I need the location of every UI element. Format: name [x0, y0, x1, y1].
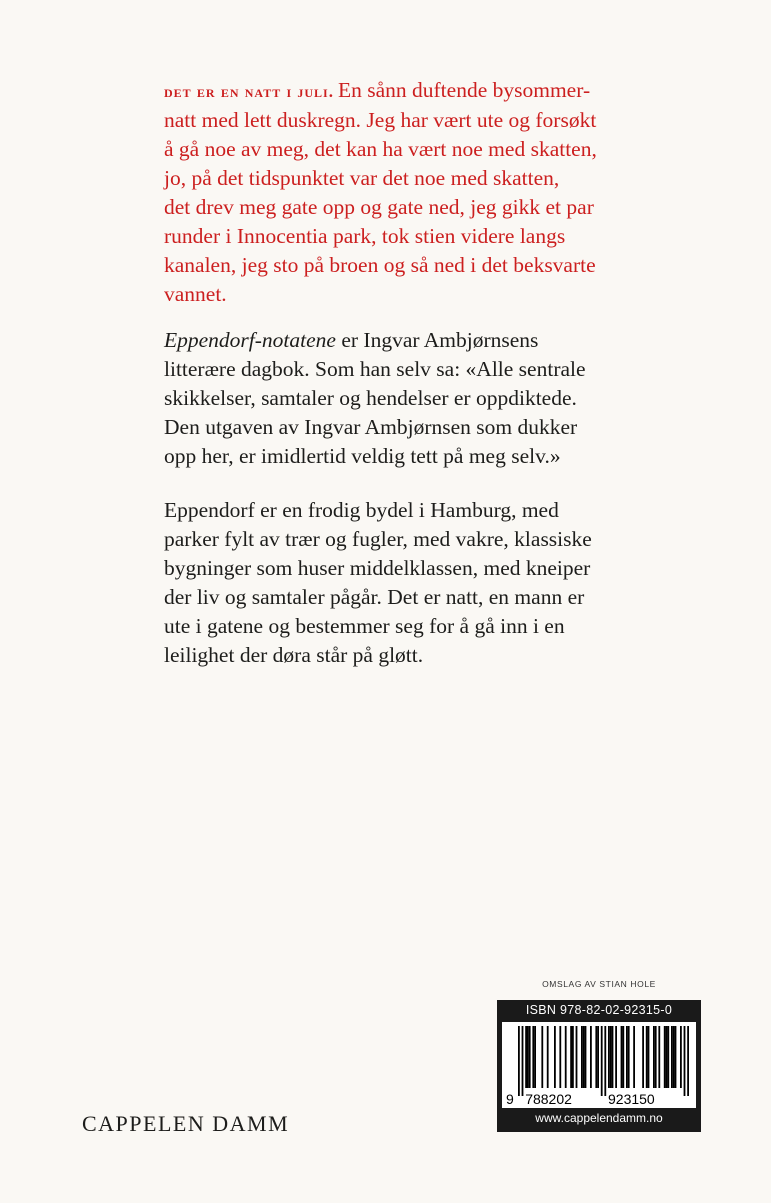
barcode-bar: [646, 1026, 648, 1088]
barcode-bar: [621, 1026, 623, 1088]
barcode-bar: [547, 1026, 549, 1088]
publisher-url: www.cappelendamm.no: [535, 1111, 663, 1125]
barcode-bar: [572, 1026, 574, 1088]
barcode-bar: [655, 1026, 657, 1088]
barcode-bar: [604, 1026, 606, 1096]
intro-lead: det er en natt i juli.: [164, 82, 334, 101]
barcode-bar: [622, 1026, 624, 1088]
barcode-bar: [633, 1026, 635, 1088]
isbn-barcode-box: [497, 1000, 701, 1132]
barcode-bar: [595, 1026, 597, 1088]
intro-line: det drev meg gate opp og gate ned, jeg gikk et par: [164, 195, 594, 219]
description-paragraph: [164, 326, 654, 471]
description-line: litterære dagbok. Som han selv sa: «Alle sentrale: [164, 357, 586, 381]
setting-line: ute i gatene og bestemmer seg for å gå inn i en: [164, 614, 565, 638]
barcode-bar: [671, 1026, 673, 1088]
barcode-bar: [518, 1026, 520, 1096]
barcode-bar: [581, 1026, 583, 1088]
intro-line: runder i Innocentia park, tok stien videre langs: [164, 224, 566, 248]
barcode-bar: [534, 1026, 536, 1088]
description-line: opp her, er imidlertid veldig tett på meg selv.»: [164, 444, 561, 468]
barcode-bar: [673, 1026, 675, 1088]
intro-line: jo, på det tidspunktet var det noe med skatten,: [164, 166, 560, 190]
barcode-bar: [541, 1026, 543, 1088]
barcode: [502, 1022, 696, 1108]
description-line: er Ingvar Ambjørnsens: [335, 328, 539, 352]
barcode-bar: [653, 1026, 655, 1088]
barcode-bar: [615, 1026, 617, 1088]
setting-line: der liv og samtaler pågår. Det er natt, en mann er: [164, 585, 585, 609]
barcode-bar: [525, 1026, 527, 1088]
barcode-bar: [612, 1026, 614, 1088]
barcode-bar: [583, 1026, 585, 1088]
setting-line: bygninger som huser middelklassen, med kneiper: [164, 556, 591, 580]
barcode-bar: [680, 1026, 682, 1088]
publisher-logo: CAPPELEN DAMM: [82, 1111, 290, 1136]
barcode-bar: [585, 1026, 587, 1088]
barcode-digits: 923150: [608, 1091, 655, 1107]
barcode-bar: [554, 1026, 556, 1088]
barcode-bar: [570, 1026, 572, 1088]
barcode-bar: [522, 1026, 524, 1096]
barcode-bar: [608, 1026, 610, 1088]
setting-line: Eppendorf er en frodig bydel i Hamburg, med: [164, 498, 559, 522]
barcode-bar: [597, 1026, 599, 1088]
barcode-bar: [601, 1026, 603, 1096]
barcode-bar: [610, 1026, 612, 1088]
barcode-bar: [664, 1026, 666, 1088]
intro-line: kanalen, jeg sto på broen og så ned i det beksvarte: [164, 253, 596, 277]
barcode-bar: [628, 1026, 630, 1088]
barcode-bar: [666, 1026, 668, 1088]
intro-line: vannet.: [164, 282, 227, 306]
barcode-bar: [626, 1026, 628, 1088]
barcode-bar: [576, 1026, 578, 1088]
barcode-digits: 788202: [525, 1091, 572, 1107]
barcode-bar: [532, 1026, 534, 1088]
intro-line: En sånn duftende bysommer-: [337, 78, 591, 102]
barcode-bar: [658, 1026, 660, 1088]
barcode-bar: [667, 1026, 669, 1088]
cover-credit: OMSLAG AV STIAN HOLE: [542, 979, 656, 989]
barcode-bar: [687, 1026, 689, 1096]
isbn-label: ISBN 978-82-02-92315-0: [525, 1003, 673, 1017]
description-line: skikkelser, samtaler og hendelser er oppdiktede.: [164, 386, 577, 410]
barcode-icon: [502, 1022, 696, 1108]
barcode-bar: [590, 1026, 592, 1088]
setting-line: leilighet der døra står på gløtt.: [164, 643, 424, 667]
setting-paragraph: [164, 496, 654, 670]
barcode-bar: [559, 1026, 561, 1088]
setting-line: parker fylt av trær og fugler, med vakre, klassiske: [164, 527, 592, 551]
description-line: Den utgaven av Ingvar Ambjørnsen som dukker: [164, 415, 578, 439]
book-title: Eppendorf-notatene: [164, 328, 336, 352]
intro-paragraph: [164, 76, 654, 309]
intro-line: natt med lett duskregn. Jeg har vært ute og forsøkt: [164, 108, 597, 132]
barcode-bar: [565, 1026, 567, 1088]
barcode-bar: [527, 1026, 529, 1088]
barcode-bar: [684, 1026, 686, 1096]
barcode-digits: 9: [506, 1091, 514, 1107]
barcode-bar: [675, 1026, 677, 1088]
barcode-bar: [529, 1026, 531, 1088]
barcode-bar: [648, 1026, 650, 1088]
barcode-bar: [642, 1026, 644, 1088]
intro-line: å gå noe av meg, det kan ha vært noe med skatten,: [164, 137, 597, 161]
